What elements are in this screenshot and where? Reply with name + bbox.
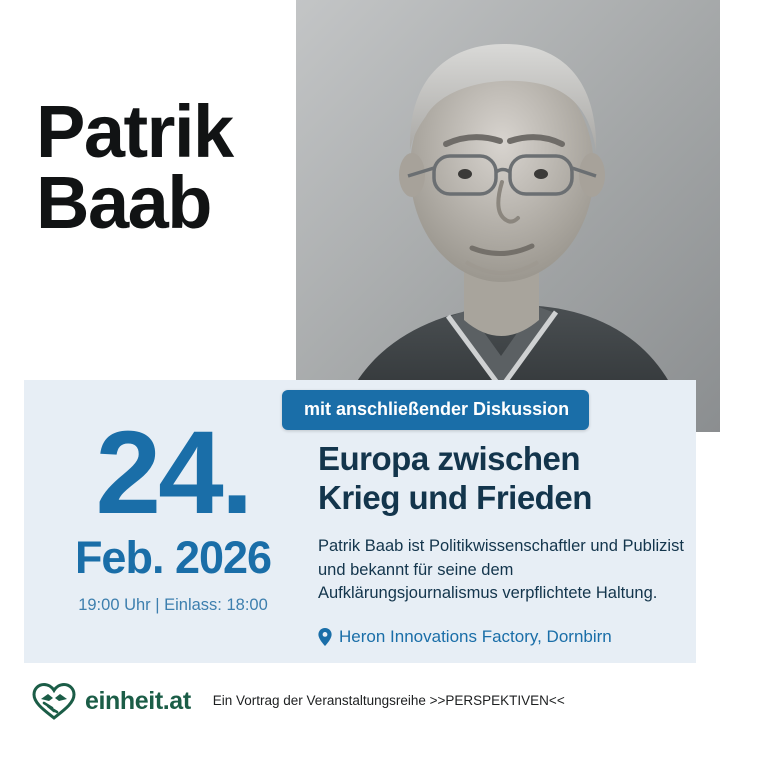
- event-day: 24.: [95, 407, 251, 539]
- event-time: 19:00 Uhr | Einlass: 18:00: [78, 595, 268, 614]
- speaker-first-name: Patrik: [36, 90, 233, 173]
- discussion-ribbon: mit anschließender Diskussion: [282, 390, 589, 430]
- speaker-photo: [296, 0, 720, 432]
- poster-footer: [0, 672, 768, 768]
- speaker-name: [36, 90, 286, 245]
- series-note: Ein Vortrag der Veranstaltungsreihe >>PERSPEKTIVEN<<: [212, 693, 565, 708]
- handshake-heart-icon: [32, 682, 76, 720]
- venue-name: Heron Innovations Factory, Dornbirn: [339, 627, 612, 647]
- event-date-block: [48, 407, 298, 615]
- event-month-year: Feb. 2026: [74, 531, 272, 583]
- talk-title-line-2: Krieg und Frieden: [318, 478, 592, 516]
- location-pin-icon: [318, 628, 332, 646]
- talk-description: Patrik Baab ist Politikwissenschaftler und Publizist und bekannt für seine dem Aufklärungsjournalismus verpflichtete Haltung.: [318, 537, 684, 603]
- speaker-last-name: Baab: [36, 161, 211, 245]
- organizer-logo-text: einheit.at: [85, 686, 191, 715]
- venue-row: [318, 627, 690, 647]
- talk-details: [318, 440, 690, 647]
- organizer-logo[interactable]: [32, 682, 191, 720]
- talk-title-line-1: Europa zwischen: [318, 440, 581, 477]
- talk-title: [318, 440, 690, 517]
